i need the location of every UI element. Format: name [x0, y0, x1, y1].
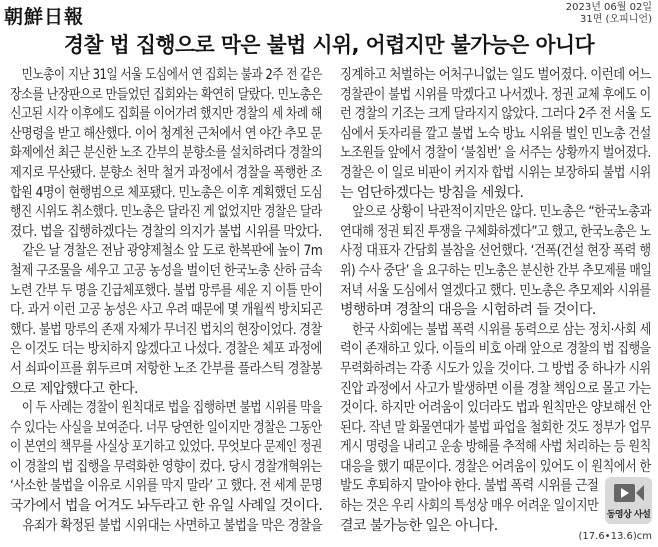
paragraph: [10, 399, 322, 517]
text-line: 력이 존재하고 있다. 이들의 비호 아래 앞으로 경찰의 법 집행을: [340, 341, 651, 358]
article-column-left: [10, 66, 322, 536]
headline: 경찰 법 집행으로 막은 불법 시위, 어렵지만 불가능은 아니다: [63, 33, 595, 57]
paragraph: [10, 517, 322, 537]
text-line: 대응을 했기 때문이다. 경찰은 어려움이 있어도 이 원칙에서 한: [340, 458, 651, 475]
text-line: 졌다. 법을 집행하겠다는 경찰의 의지가 불법 시위를 막았다.: [10, 223, 322, 240]
text-line: 심에서 돗자리를 깔고 불법 노숙 방뇨 시위를 벌인 민노총 건설: [340, 125, 651, 142]
text-line: 제지로 무산됐다. 분향소 천막 철거 과정에서 경찰을 폭행한 조: [10, 164, 322, 181]
video-camera-icon: [614, 484, 644, 502]
text-line: 병행하며 경찰의 대응을 시험하려 들 것이다.: [340, 302, 596, 319]
paragraph: [340, 203, 651, 321]
video-editorial-button[interactable]: [605, 477, 652, 524]
text-line: 국가에서 법을 어겨도 놔두라고 한 유일 사례일 것이다.: [10, 498, 323, 515]
article-size: (17.6•13.6)cm: [578, 531, 652, 542]
text-line: 장소를 난장판으로 만들었던 집회와는 확연히 달랐다. 민노총은: [10, 86, 322, 103]
text-line: 진압 과정에서 사고가 발생하면 이를 경찰 책임으로 몰고 가는: [340, 380, 651, 397]
paragraph: [10, 66, 322, 242]
article-column-right: [340, 66, 651, 536]
text-line: 으로 제압했다고 한다.: [10, 380, 138, 397]
text-line: 같은 날 경찰은 전남 광양제철소 앞 도로 한복판에 높이 7m: [22, 243, 323, 260]
text-line: 이 두 사례는 경찰이 원칙대로 법을 집행하면 불법 시위를 막을: [21, 400, 322, 417]
text-line: 하는 것은 우리 사회의 특성상 매우 어려운 일이지만: [340, 498, 599, 515]
text-line: 경찰관이 불법 시위를 막겠다고 나서겠나. 정권 교체 후에도 이: [340, 86, 651, 103]
text-line: 연대해 정권 퇴진 투쟁을 구체화하겠다”고 했고, 한국노총은 노: [340, 223, 651, 240]
text-line: 무력화하려는 각종 시도가 있을 것이다. 그 방법 중 하나가 시위: [340, 360, 651, 377]
text-line: 철제 구조물을 세우고 고공 농성을 벌이던 한국노총 산하 금속: [10, 262, 322, 279]
text-line: 서 쇠파이프를 휘두르며 저항한 노조 간부를 플라스틱 경찰봉: [10, 360, 323, 377]
text-line: 했다. 불법 망루의 존재 자체가 무너진 법치의 현장이었다. 경찰: [10, 321, 322, 338]
publication-date: 2023년 06월 02일: [565, 2, 652, 13]
text-line: 행진 시위도 취소했다. 민노총은 달라진 게 없었지만 경찰은 달라: [10, 204, 322, 221]
text-line: 이 본연의 책무를 사실상 포기하고 있었다. 무엇보다 문제인 정권: [10, 439, 322, 456]
text-line: 결코 불가능한 일은 아니다.: [340, 517, 498, 534]
text-line: 노조원들 앞에서 경찰이 ‘불침번’ 을 서주는 상황까지 벌어졌다.: [340, 145, 651, 162]
text-line: 수 있다는 사실을 보여준다. 너무 당연한 일이지만 경찰은 그동안: [10, 419, 322, 436]
text-line: 유죄가 확정된 불법 시위대는 사면하고 불법을 막은 경찰을: [22, 517, 323, 534]
video-editorial-label: 동영상 사설: [606, 509, 651, 520]
text-line: 위) 수사 중단’ 을 요구하는 민노총은 분신한 간부 추모제를 매일: [340, 262, 652, 279]
text-line: 은 이것도 더는 방치하지 않겠다고 나섰다. 경찰은 체포 과정에: [10, 341, 322, 358]
text-line: 신고된 시각 이후에도 집회를 이어가려 했지만 경찰의 세 차례 해: [10, 106, 322, 123]
text-line: 화제에선 최근 분신한 노조 간부의 분향소를 설치하려다 경찰의: [10, 145, 322, 162]
text-line: 징계하고 처벌하는 어처구니없는 일도 벌어졌다. 이런데 어느: [340, 67, 652, 83]
text-line: 게시 명령을 내리고 운송 방해를 추적해 사법 처리하는 등 원칙: [340, 439, 651, 456]
text-line: 민노총이 지난 31일 서울 도심에서 연 집회는 불과 2주 전 같은: [21, 67, 322, 83]
text-line: 경찰은 이 일로 비판이 커지자 합법 시위는 보장하되 불법 시위: [340, 164, 651, 181]
publication-meta: [566, 2, 652, 26]
text-line: 된다. 작년 말 화물연대가 불법 파업을 철회한 것도 정부가 업무: [340, 419, 651, 436]
text-line: 앞으로 상황이 낙관적이지만은 않다. 민노총은 “한국노총과: [352, 204, 651, 221]
text-line: ‘사소한 불법을 이유로 시위를 막지 말라’ 고 했다. 전 세계 문명: [10, 478, 323, 495]
text-line: 다. 과거 이런 고공 농성은 사고 우려 때문에 몇 개월씩 방치되곤: [10, 302, 323, 319]
text-line: 는 엄단하겠다는 방침을 세웠다.: [340, 184, 524, 201]
text-line: 합원 4명이 현행범으로 체포됐다. 민노총은 이후 계획했던 도심: [10, 184, 323, 201]
text-line: 산명령을 받고 해산했다. 이어 청계천 근처에서 연 야간 추모 문: [10, 125, 322, 142]
text-line: 사정 대표자 간담회 불참을 선언했다. ‘건폭(건설 현장 폭력 행: [340, 243, 651, 260]
text-line: 노련 간부 두 명을 긴급체포했다. 불법 망루를 세운 지 이틀 만이: [10, 282, 323, 299]
newspaper-logo: 朝鮮日報: [4, 6, 85, 28]
paragraph: [340, 66, 651, 203]
page-section: 31면 (오피니언): [579, 14, 652, 25]
text-line: 저녁 서울 도심에서 열겠다고 했다. 민노총은 추모제와 시위를: [340, 282, 651, 299]
paragraph: [10, 242, 322, 399]
text-line: 발도 후퇴하지 말아야 한다. 불법 폭력 시위를 근절: [340, 478, 599, 495]
text-line: 이 경찰의 법 집행을 무력화한 영향이 컸다. 당시 경찰개혁위는: [10, 458, 322, 475]
text-line: 것이다. 하지만 어려움이 있더라도 법과 원칙만은 양보해선 안: [340, 400, 651, 417]
text-line: 런 경찰의 기조는 크게 달라지지 않았다. 그러다 2주 전 서울 도: [340, 106, 651, 123]
text-line: 한국 사회에는 불법 폭력 시위를 동력으로 삼는 정치·사회 세: [352, 321, 651, 338]
